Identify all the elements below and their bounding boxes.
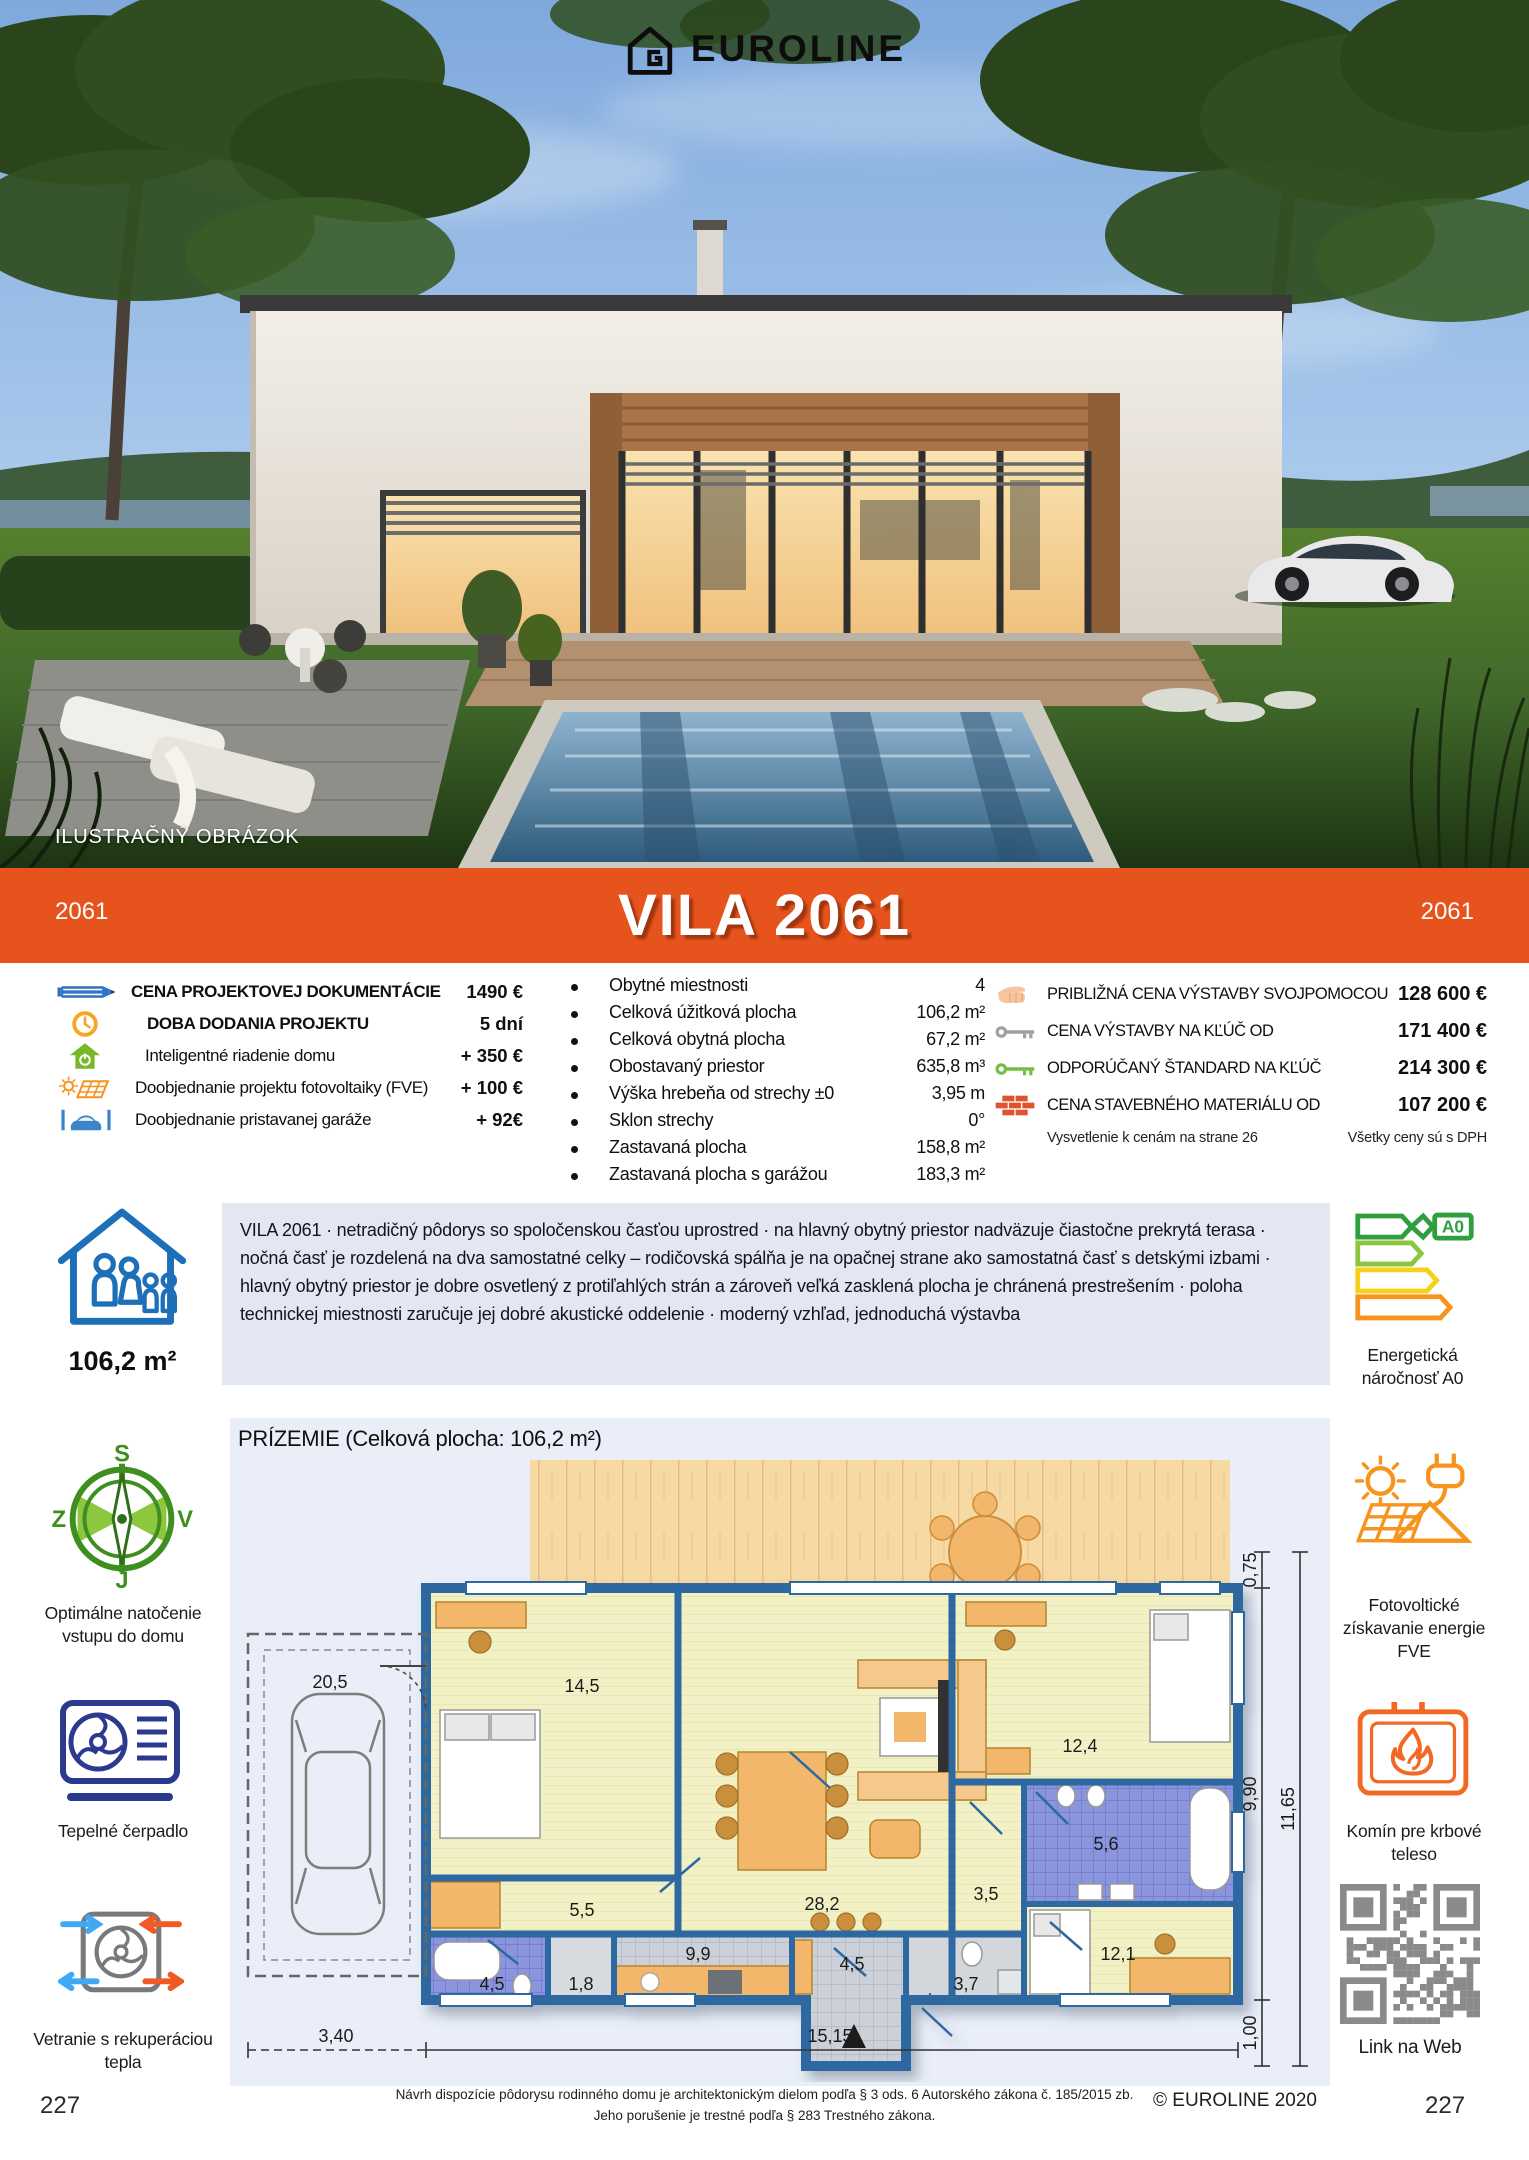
room-label: 14,5: [564, 1676, 600, 1696]
house-family-icon: [52, 1200, 192, 1330]
house-logo-icon: [623, 22, 677, 76]
order-item-value: + 350 €: [460, 1045, 523, 1066]
price-row: [995, 1050, 1487, 1087]
price-label: CENA VÝSTAVBY NA KĽÚČ OD: [1047, 1022, 1274, 1040]
spec-row: [565, 1053, 985, 1080]
room-label: 3,5: [973, 1884, 999, 1904]
room-label: 4,5: [479, 1974, 505, 1994]
compass-north-label: S: [114, 1441, 130, 1468]
dim-total-depth: 11,65: [1278, 1787, 1298, 1831]
room-label: 1,8: [568, 1974, 594, 1994]
spec-label: Zastavaná plocha: [609, 1137, 747, 1157]
brand-logo: [0, 22, 1529, 76]
room-label: 9,9: [685, 1944, 711, 1964]
order-item-value: + 100 €: [460, 1077, 523, 1098]
house-photo: [0, 0, 1529, 868]
dim-terrace-depth: 0,75: [1240, 1552, 1260, 1588]
heat-pump-icon: [55, 1697, 185, 1809]
price-label: CENA STAVEBNÉHO MATERIÁLU OD: [1047, 1096, 1320, 1114]
qr-code-image: [1340, 1884, 1480, 2024]
house-photo-illustration: [0, 0, 1529, 868]
order-info-row: [55, 976, 523, 1008]
order-info-row: [55, 1072, 523, 1104]
energy-caption: Energetická náročnosť A0: [1361, 1345, 1464, 1388]
qr-code: [1340, 1884, 1480, 2024]
energy-class-text: A0: [1441, 1216, 1465, 1237]
room-label: 12,1: [1100, 1944, 1136, 1964]
ventilation-caption: Vetranie s rekuperáciou tepla: [33, 2029, 213, 2072]
pencil-icon: [55, 981, 131, 1003]
spec-value: 4: [975, 975, 985, 995]
key-gray-icon: [995, 1021, 1047, 1043]
total-area-label: 106,2 m²: [68, 1346, 177, 1376]
page-number-right: 227: [1425, 2092, 1466, 2119]
hand-icon: [995, 982, 1047, 1008]
spec-row: [565, 1134, 985, 1161]
price-note-left: Vysvetlenie k cenám na strane 26: [1047, 1130, 1258, 1146]
footer-legal-line1: Návrh dispozície pôdorysu rodinného domu je architektonickým dielom podľa § 3 ods. 6 Autorského zákona č. 185/2015 zb.: [395, 2087, 1134, 2102]
dim-entry-depth: 1,00: [1240, 2015, 1260, 2051]
energy-label-icon: [1352, 1210, 1477, 1322]
spec-label: Obostavaný priestor: [609, 1056, 765, 1076]
spec-value: 158,8 m²: [916, 1137, 985, 1157]
room-label: 5,6: [1093, 1834, 1119, 1854]
price-value: 214 300 €: [1398, 1057, 1487, 1079]
dim-house-depth: 9,90: [1240, 1776, 1260, 1812]
page-title: VILA 2061: [617, 883, 912, 948]
spec-value: 67,2 m²: [926, 1029, 985, 1049]
price-note-right: Všetky ceny sú s DPH: [1347, 1130, 1487, 1146]
order-item-label: CENA PROJEKTOVEJ DOKUMENTÁCIE: [131, 982, 441, 1001]
specs-column: [565, 972, 985, 1188]
spec-label: Celková obytná plocha: [609, 1029, 785, 1049]
description-box: VILA 2061 · netradičný pôdorys so spoločenskou časťou uprostred · na hlavný obytný priestor nadväzuje čiastočne prekrytá terasa · nočná časť je rozdelená na dva samostatné celky – rodičovská spálňa je na opačnej strane ako samostatná časť s detskými izbami · hlavný obytný priestor je dobre osvetlený z protiľahlých strán a zároveň veľká zasklená plocha je chránená prestrešením · poloha technickej miestnosti zaručuje jej dobré akustické oddelenie · moderný vzhľad, jednoduchá výstavba: [222, 1203, 1330, 1385]
order-item-label: Doobjednanie projektu fotovoltaiky (FVE): [135, 1078, 428, 1097]
spec-row: [565, 1080, 985, 1107]
room-label: 28,2: [804, 1894, 840, 1914]
spec-label: Obytné miestnosti: [609, 975, 748, 995]
room-label: 5,5: [569, 1900, 595, 1920]
spec-value: 3,95 m: [931, 1083, 985, 1103]
spec-label: Celková úžitková plocha: [609, 1002, 797, 1022]
solar-panel-icon: [55, 1074, 135, 1102]
compass-caption: Optimálne natočenie vstupu do domu: [44, 1603, 202, 1646]
order-item-label: Inteligentné riadenie domu: [145, 1046, 335, 1065]
house-body: [426, 1582, 1244, 2066]
order-info-column: [55, 976, 523, 1136]
spec-label: Zastavaná plocha s garážou: [609, 1164, 828, 1184]
price-value: 128 600 €: [1398, 983, 1487, 1005]
price-row: [995, 1087, 1487, 1124]
ventilation-icon: [58, 1902, 184, 2012]
price-row: [995, 976, 1487, 1013]
order-info-row: [55, 1104, 523, 1136]
price-label: PRIBLIŽNÁ CENA VÝSTAVBY SVOJPOMOCOU: [1047, 985, 1389, 1003]
model-code-right: 2061: [1420, 898, 1474, 925]
fireplace-icon: [1352, 1700, 1474, 1800]
floor-plan-title: PRÍZEMIE (Celková plocha: 106,2 m²): [238, 1426, 602, 1451]
compass-west-label: Z: [51, 1506, 67, 1533]
order-item-value: 5 dní: [479, 1013, 523, 1034]
spec-row: [565, 1161, 985, 1188]
qr-caption: Link na Web: [1358, 2037, 1462, 2058]
spec-label: Sklon strechy: [609, 1110, 714, 1130]
smart-home-icon: [55, 1042, 145, 1070]
photo-caption: ILUSTRAČNÝ OBRÁZOK: [55, 826, 300, 848]
dim-garage-width: 3,40: [318, 2026, 354, 2046]
spec-row: [565, 1026, 985, 1053]
photovoltaic-icon: [1348, 1448, 1476, 1560]
order-item-value: 1490 €: [466, 981, 523, 1002]
room-label: 4,5: [839, 1954, 865, 1974]
garage-car-icon: [55, 1107, 135, 1133]
dim-house-width: 15,15: [807, 2026, 853, 2046]
room-label: 3,7: [953, 1974, 979, 1994]
spec-row: [565, 972, 985, 999]
spec-row: [565, 1107, 985, 1134]
bricks-icon: [995, 1094, 1047, 1118]
compass-south-label: J: [115, 1568, 129, 1590]
price-label: ODPORÚČANÝ ŠTANDARD NA KĽÚČ: [1047, 1059, 1322, 1077]
key-green-icon: [995, 1058, 1047, 1080]
order-item-label: DOBA DODANIA PROJEKTU: [147, 1014, 369, 1033]
compass-east-label: V: [177, 1506, 194, 1533]
spec-value: 635,8 m³: [916, 1056, 985, 1076]
build-prices-column: [995, 976, 1487, 1146]
order-info-row: [55, 1040, 523, 1072]
price-row: [995, 1013, 1487, 1050]
room-label: 20,5: [312, 1672, 348, 1692]
pool: [458, 700, 1120, 868]
fireplace-caption: Komín pre krbové teleso: [1346, 1821, 1482, 1864]
price-value: 171 400 €: [1398, 1020, 1487, 1042]
page-number-left: 227: [40, 2092, 81, 2119]
floor-plan-drawing: [230, 1452, 1330, 2082]
heat-pump-caption: Tepelné čerpadlo: [57, 1821, 189, 1841]
price-value: 107 200 €: [1398, 1094, 1487, 1116]
spec-label: Výška hrebeňa od strechy ±0: [609, 1083, 834, 1103]
spec-row: [565, 999, 985, 1026]
copyright: © EUROLINE 2020: [1153, 2090, 1317, 2111]
order-item-value: + 92€: [476, 1109, 523, 1130]
compass-icon: [48, 1440, 196, 1590]
brand-logo-text: EUROLINE: [690, 28, 907, 69]
photovoltaic-caption: Fotovoltické získavanie energie FVE: [1342, 1595, 1486, 1661]
clock-icon: [55, 1010, 147, 1038]
order-info-row: [55, 1008, 523, 1040]
spec-value: 106,2 m²: [916, 1002, 985, 1022]
spec-value: 0°: [968, 1110, 985, 1130]
model-code-left: 2061: [55, 898, 109, 925]
order-item-label: Doobjednanie pristavanej garáže: [135, 1110, 372, 1129]
spec-value: 183,3 m²: [916, 1164, 985, 1184]
room-label: 12,4: [1062, 1736, 1098, 1756]
footer-legal-line2: Jeho porušenie je trestné podľa § 283 Trestného zákona.: [593, 2108, 936, 2123]
